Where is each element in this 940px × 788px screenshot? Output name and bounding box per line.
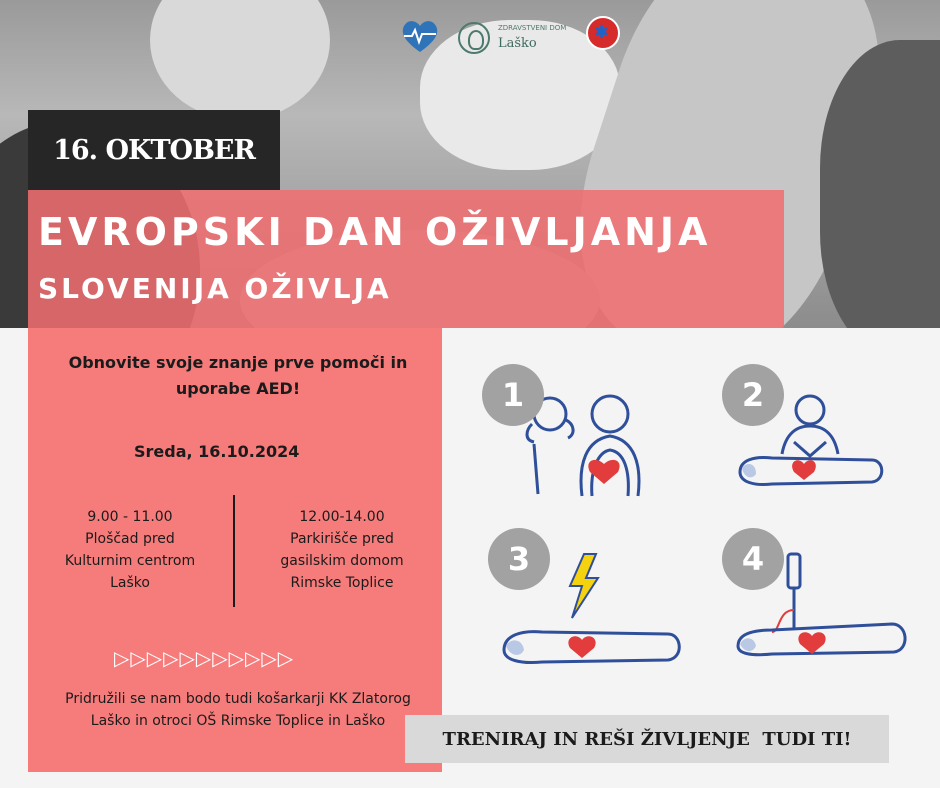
ems-logo	[586, 16, 620, 50]
slot-rimske-toplice	[252, 506, 432, 594]
slot-place-line: Laško	[110, 575, 150, 591]
step-number: 2	[722, 364, 784, 426]
slot-place-line: Rimske Toplice	[290, 575, 394, 591]
slogan-text: TRENIRAJ IN REŠI ŽIVLJENJE TUDI TI!	[442, 728, 852, 750]
date-badge	[28, 110, 280, 190]
zd-logo-top-text: ZDRAVSTVENI DOM	[498, 24, 567, 32]
zd-logo-name: Laško	[498, 36, 537, 51]
step-number: 1	[482, 364, 544, 426]
event-subtitle: SLOVENIJA OŽIVLJA	[38, 272, 392, 305]
title-banner	[28, 190, 784, 328]
slot-place-line: Ploščad pred	[85, 531, 175, 547]
info-headline: Obnovite svoje znanje prve pomoči in uporabe AED!	[68, 353, 408, 398]
info-panel	[28, 328, 442, 772]
step-number: 4	[722, 528, 784, 590]
slot-place-line: Parkirišče pred	[290, 531, 394, 547]
arrow-row: ▷▷▷▷▷▷▷▷▷▷▷	[114, 646, 295, 670]
zd-lasko-logo	[458, 16, 578, 62]
date-label: 16. OKTOBER	[53, 134, 255, 166]
slot-place-line: gasilskim domom	[280, 553, 404, 569]
slogan-box	[405, 715, 889, 763]
step-number: 3	[488, 528, 550, 590]
heart-logo	[398, 14, 442, 62]
slot-time: 12.00-14.00	[299, 509, 385, 525]
event-day: Sreda, 16.10.2024	[134, 442, 300, 461]
step-4	[722, 528, 912, 678]
step-2	[722, 364, 892, 504]
step-3	[488, 528, 688, 678]
info-footer: Pridružili se nam bodo tudi košarkarji KK Zlatorog Laško in otroci OŠ Rimske Toplice in Laško	[65, 691, 411, 729]
slot-laško	[40, 506, 220, 594]
event-title: EVROPSKI DAN OŽIVLJANJA	[38, 210, 712, 254]
slot-divider	[233, 495, 235, 607]
slot-time: 9.00 - 11.00	[87, 509, 173, 525]
slot-place-line: Kulturnim centrom	[64, 553, 196, 569]
partner-logos	[398, 14, 630, 64]
step-1	[482, 364, 652, 504]
star-of-life-icon: ✱	[594, 22, 610, 43]
